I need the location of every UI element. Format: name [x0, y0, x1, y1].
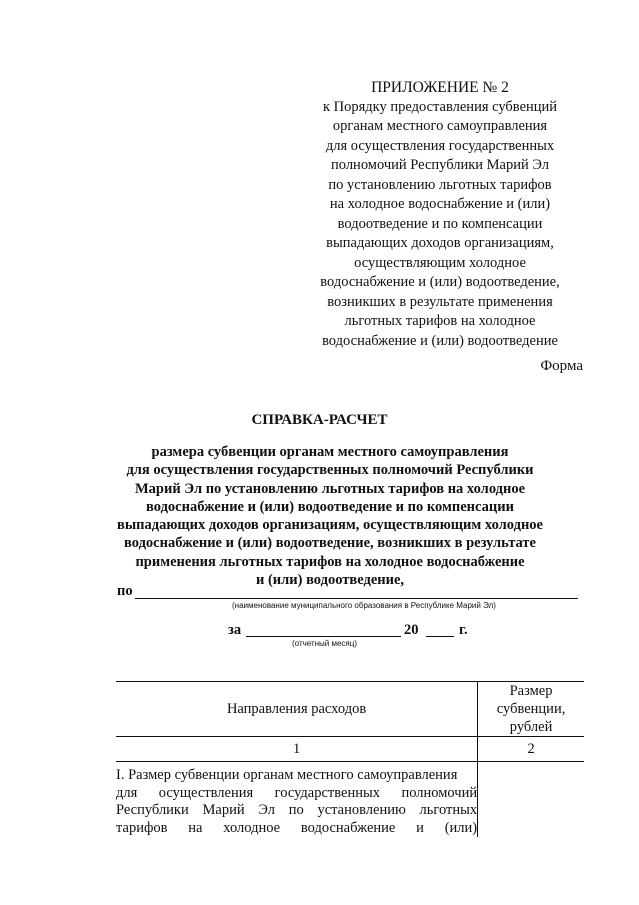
po-label: по: [117, 583, 133, 599]
header-expense-directions: Направления расходов: [116, 682, 478, 737]
appendix-line: льготных тарифов на холодное: [344, 313, 536, 329]
year-prefix: 20: [404, 622, 419, 638]
subtitle-line: применения льготных тарифов на холодное водоснабжение: [135, 553, 525, 570]
section-1-description: [116, 762, 478, 838]
section-line: Республики Марий Эл по установлению льготных: [116, 802, 478, 818]
table-header-row: [116, 682, 584, 737]
subtitle-line: для осуществления государственных полномочий Республики: [126, 462, 534, 479]
appendix-line: по установлению льготных тарифов: [328, 176, 552, 193]
month-caption: (отчетный месяц): [292, 639, 358, 648]
appendix-line: полномочий Республики Марий Эл: [331, 157, 549, 173]
column-number: 1: [116, 737, 478, 762]
section-line: тарифов на холодное водоснабжение и (или): [116, 819, 478, 836]
appendix-title: ПРИЛОЖЕНИЕ № 2: [371, 79, 509, 96]
subtitle-line: водоснабжение и (или) водоотведение, возникших в результате: [124, 535, 536, 552]
year-suffix: г.: [459, 622, 468, 638]
header-line: Размер: [509, 683, 553, 699]
header-line: субвенции,: [496, 701, 566, 717]
document-subtitle: [100, 443, 560, 589]
section-line: I. Размер субвенции органам местного самоуправления: [116, 767, 458, 783]
subtitle-line: размера субвенции органам местного самоуправления: [151, 444, 509, 460]
month-blank-field[interactable]: [246, 636, 401, 637]
section-1-amount[interactable]: [478, 762, 584, 838]
za-label: за: [228, 622, 242, 638]
appendix-line: водоотведение и по компенсации: [337, 215, 543, 232]
column-number-row: [116, 737, 584, 762]
year-blank-field[interactable]: [426, 636, 454, 637]
calculation-table: [116, 681, 584, 837]
appendix-line: органам местного самоуправления: [332, 118, 548, 134]
appendix-line: на холодное водоснабжение и (или): [329, 196, 551, 212]
subtitle-line: Марий Эл по установлению льготных тарифов на холодное: [134, 480, 526, 497]
appendix-line: к Порядку предоставления субвенций: [322, 98, 558, 115]
appendix-line: водоснабжение и (или) водоотведение: [322, 332, 558, 349]
appendix-line: возникших в результате применения: [327, 293, 553, 310]
appendix-line: осуществляющим холодное: [354, 254, 526, 271]
section-line: для осуществления государственных полномочий: [116, 784, 478, 801]
column-number: 2: [478, 737, 584, 762]
subtitle-line: выпадающих доходов организациям, осуществляющим холодное: [117, 517, 543, 534]
header-line: рублей: [509, 719, 553, 735]
municipality-caption: (наименование муниципального образования в Республике Марий Эл): [232, 601, 496, 610]
appendix-line: выпадающих доходов организациям,: [326, 235, 554, 251]
municipality-blank-field[interactable]: [135, 598, 578, 599]
appendix-line: для осуществления государственных: [325, 137, 555, 154]
document-title: СПРАВКА-РАСЧЕТ: [251, 412, 388, 428]
subtitle-line: и (или) водоотведение,: [255, 572, 405, 589]
header-subvention-amount: [478, 682, 584, 737]
table-row: [116, 762, 584, 838]
appendix-line: водоснабжение и (или) водоотведение,: [320, 274, 560, 290]
form-label: Форма: [540, 358, 583, 374]
appendix-header: [300, 78, 580, 351]
subtitle-line: водоснабжение и (или) водоотведение и по компенсации: [146, 498, 514, 515]
